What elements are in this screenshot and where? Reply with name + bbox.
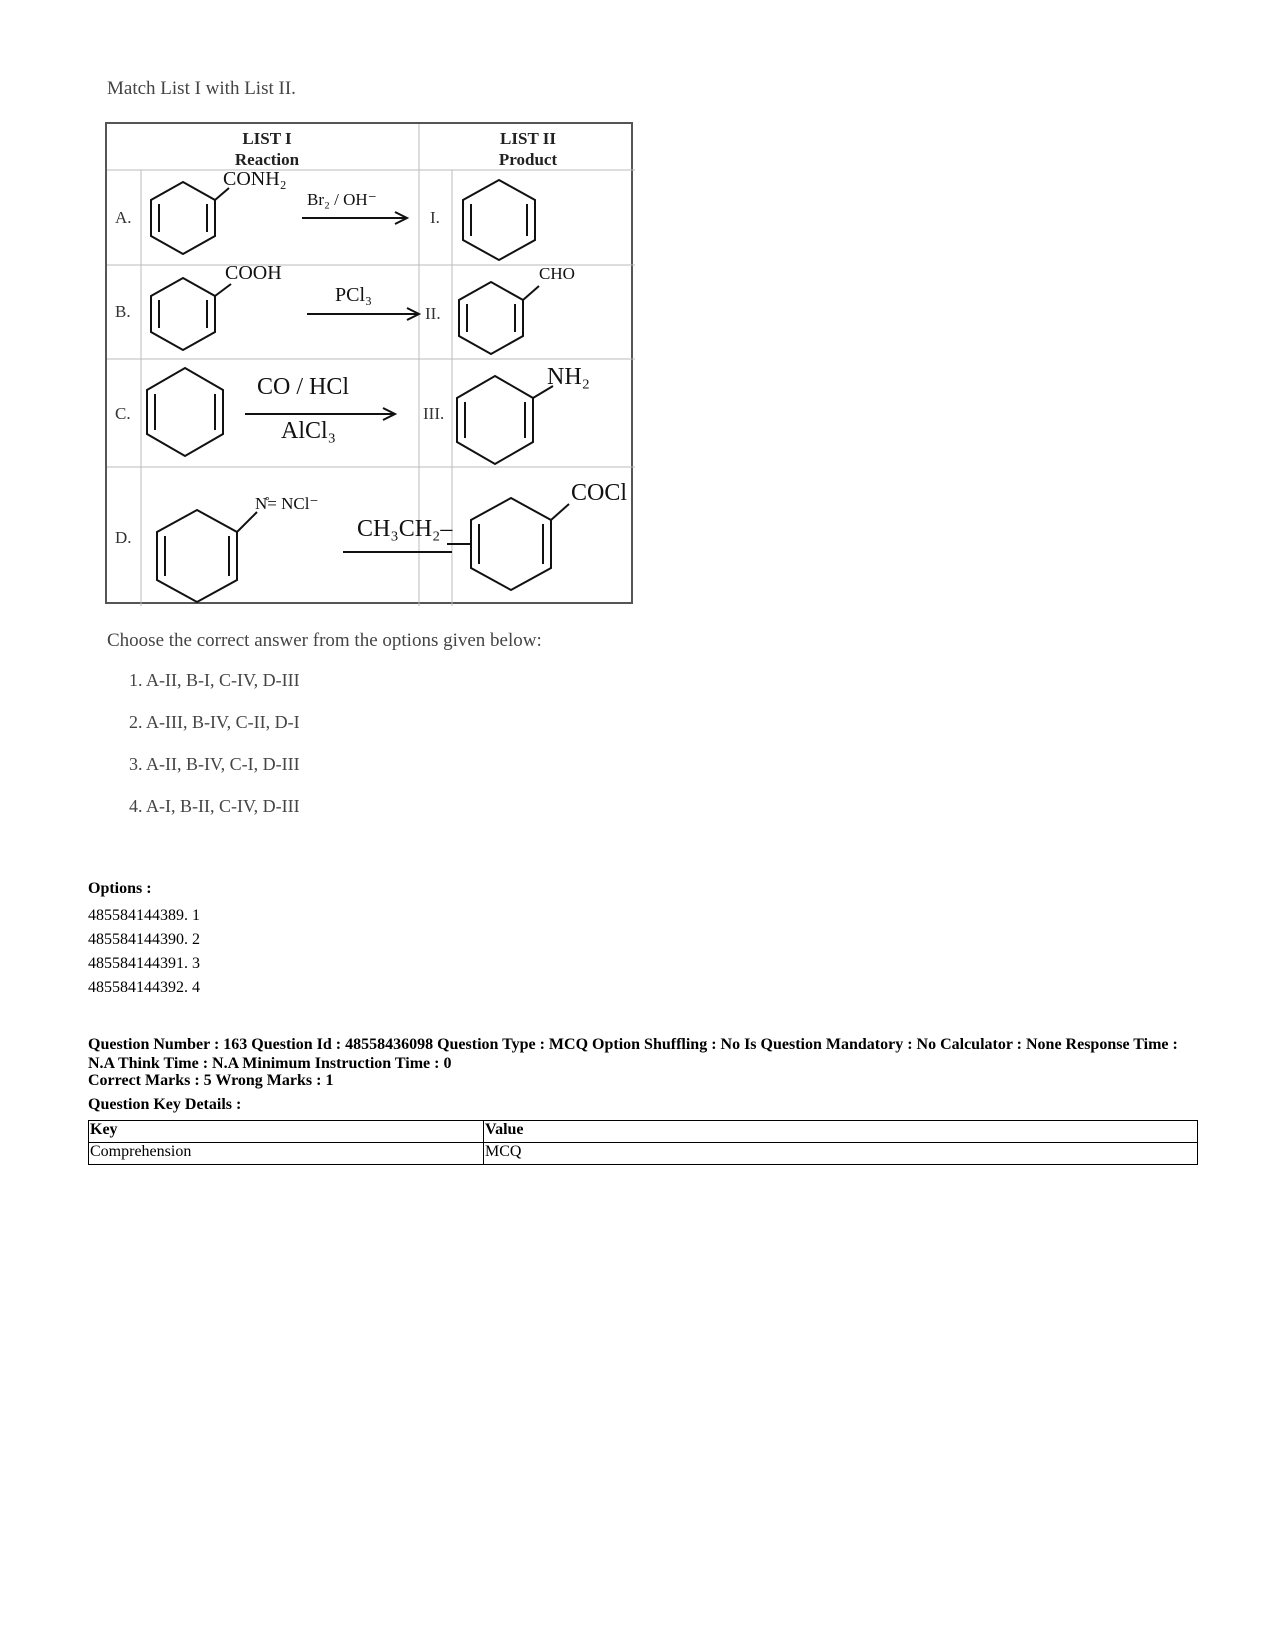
- benzaldehyde-product-ii: [459, 282, 539, 354]
- aniline-product-iii: [457, 376, 553, 464]
- conh2-label: CONH₂: [223, 168, 287, 190]
- match-list-table: [105, 122, 633, 604]
- reagent-d: CH₃CH₂–: [357, 516, 453, 542]
- benzene-product-i: [463, 180, 535, 260]
- cho-label: CHO: [539, 264, 575, 283]
- roman-iii: III.: [423, 404, 445, 423]
- header-key: Key: [89, 1121, 484, 1143]
- cocl-label: COCl: [571, 480, 628, 506]
- list1-header: [202, 128, 332, 170]
- key-details-title: Question Key Details :: [88, 1096, 242, 1113]
- question-intro: Match List I with List II.: [107, 78, 296, 99]
- option-item: 485584144392. 4: [88, 979, 200, 996]
- row-label-c: C.: [115, 404, 131, 423]
- reagent-c-bottom: AlCl₃: [281, 418, 337, 444]
- roman-i: I.: [430, 208, 440, 227]
- list2-header: [463, 128, 593, 170]
- cell-key: Comprehension: [89, 1143, 484, 1165]
- diazonium-label: N̊= NCl⁻: [255, 494, 319, 513]
- answer-option-3: 3. A-II, B-IV, C-I, D-III: [129, 754, 300, 774]
- reagent-c-top: CO / HCl: [257, 374, 350, 400]
- option-item: 485584144390. 2: [88, 931, 200, 948]
- header-value: Value: [484, 1121, 1198, 1143]
- roman-ii: II.: [425, 304, 441, 323]
- list2-title: LIST II: [500, 129, 556, 148]
- option-item: 485584144391. 3: [88, 955, 200, 972]
- row-label-b: B.: [115, 302, 131, 321]
- key-details-table: [88, 1120, 1198, 1165]
- marks-info: Correct Marks : 5 Wrong Marks : 1: [88, 1072, 334, 1089]
- benzene-b-reactant: [151, 278, 231, 350]
- table-header-row: [89, 1121, 1198, 1143]
- answer-option-1: 1. A-II, B-I, C-IV, D-III: [129, 670, 300, 690]
- benzoyl-chloride-product: [447, 498, 569, 590]
- benzene-a-reactant: [151, 182, 229, 254]
- list2-subtitle: Product: [498, 150, 558, 169]
- row-label-a: A.: [115, 208, 132, 227]
- answer-option-2: 2. A-III, B-IV, C-II, D-I: [129, 712, 300, 732]
- options-list: [88, 904, 200, 1000]
- list1-title: LIST I: [242, 129, 292, 148]
- diazonium-d-reactant: [157, 510, 257, 602]
- list1-subtitle: Reaction: [234, 150, 300, 169]
- answer-option-4: 4. A-I, B-II, C-IV, D-III: [129, 796, 300, 816]
- options-title: Options :: [88, 880, 152, 897]
- row-label-d: D.: [115, 528, 132, 547]
- question-details: Question Number : 163 Question Id : 48558436098 Question Type : MCQ Option Shuffling : No Is Question Mandatory : No Calculator : None Response Time : N.A Think Time : N.A Minimum Instruction Time : 0: [88, 1036, 1178, 1072]
- question-image: [105, 70, 665, 838]
- benzene-c-reactant: [147, 368, 223, 456]
- answer-instruction: Choose the correct answer from the options given below:: [107, 630, 542, 651]
- cooh-label: COOH: [225, 262, 282, 284]
- option-item: 485584144389. 1: [88, 907, 200, 924]
- cell-value: MCQ: [484, 1143, 1198, 1165]
- reagent-b: PCl₃: [335, 284, 372, 306]
- nh2-label: NH₂: [547, 364, 591, 390]
- table-row: [89, 1143, 1198, 1165]
- reagent-a: Br₂ / OH⁻: [307, 190, 377, 209]
